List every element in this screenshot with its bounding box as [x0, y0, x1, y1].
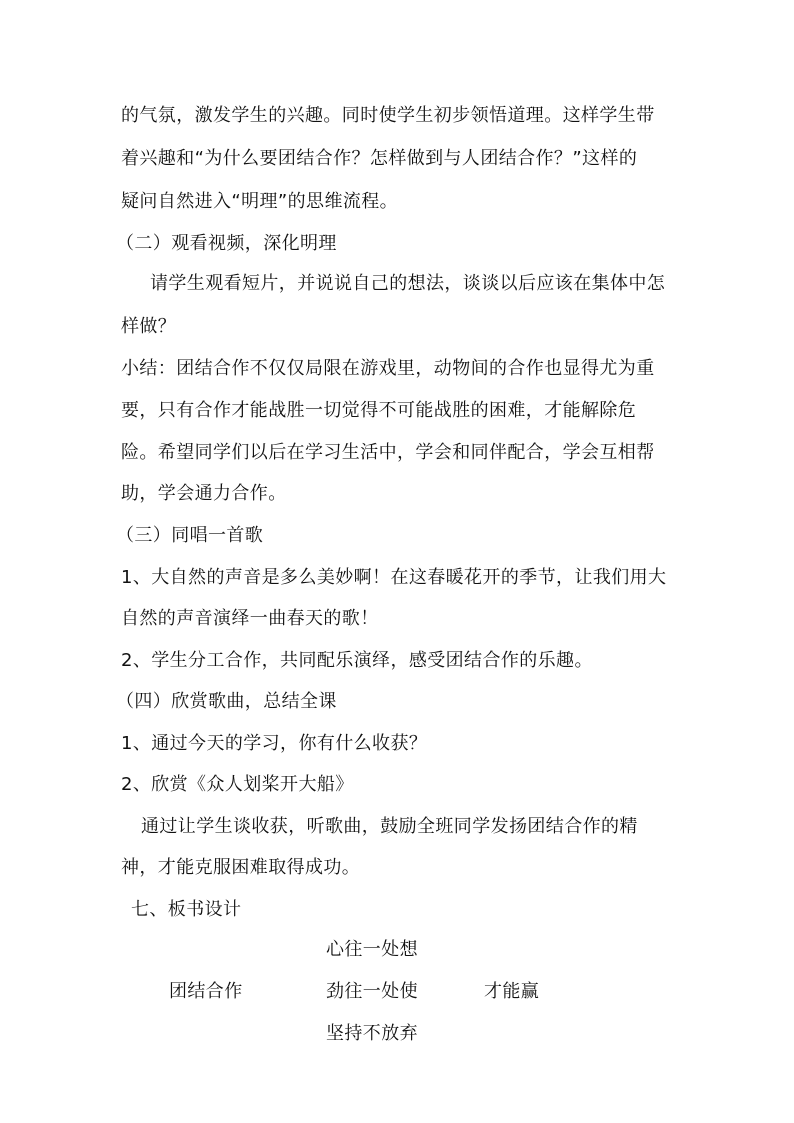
list-item: 1、通过今天的学习，你有什么收获？: [121, 733, 428, 754]
paragraph-line: 要，只有合作才能战胜一切觉得不可能战胜的困难，才能解除危: [121, 400, 637, 421]
paragraph-line: 样做？: [121, 316, 177, 337]
list-item: 2、学生分工合作，共同配乐演绎，感受团结合作的乐趣。: [121, 650, 593, 671]
section-heading: （四）欣赏歌曲，总结全课: [116, 691, 337, 712]
board-right-text: 才能赢: [484, 981, 540, 1002]
paragraph-line: 小结：团结合作不仅仅局限在游戏里，动物间的合作也显得尤为重: [121, 358, 655, 379]
list-item: 2、欣赏《众人划桨开大船》: [121, 774, 354, 795]
section-heading: 七、板书设计: [131, 899, 242, 920]
board-center-line: 心往一处想: [326, 939, 418, 960]
board-left-text: 团结合作: [169, 981, 243, 1002]
paragraph-line: 神，才能克服困难取得成功。: [121, 857, 361, 878]
board-center-line: 坚持不放弃: [326, 1023, 418, 1044]
paragraph-line: 险。希望同学们以后在学习生活中，学会和同伴配合，学会互相帮: [121, 442, 655, 463]
board-center-line: 劲往一处使: [326, 981, 418, 1002]
paragraph-line: 着兴趣和“为什么要团结合作？怎样做到与人团结合作？”这样的: [121, 148, 638, 169]
paragraph-line: 通过让学生谈收获，听歌曲，鼓励全班同学发扬团结合作的精: [141, 816, 638, 837]
section-heading: （二）观看视频，深化明理: [116, 233, 337, 254]
list-item: 1、大自然的声音是多么美妙啊！在这春暖花开的季节，让我们用大: [121, 567, 667, 588]
paragraph-line: 疑问自然进入“明理”的思维流程。: [121, 191, 399, 212]
section-heading: （三）同唱一首歌: [116, 525, 264, 546]
paragraph-line: 的气氛，激发学生的兴趣。同时使学生初步领悟道理。这样学生带: [121, 105, 655, 126]
list-item-continued: 自然的声音演绎一曲春天的歌！: [121, 608, 379, 629]
paragraph-line: 助，学会通力合作。: [121, 483, 287, 504]
paragraph-line: 请学生观看短片，并说说自己的想法，谈谈以后应该在集体中怎: [150, 273, 666, 294]
